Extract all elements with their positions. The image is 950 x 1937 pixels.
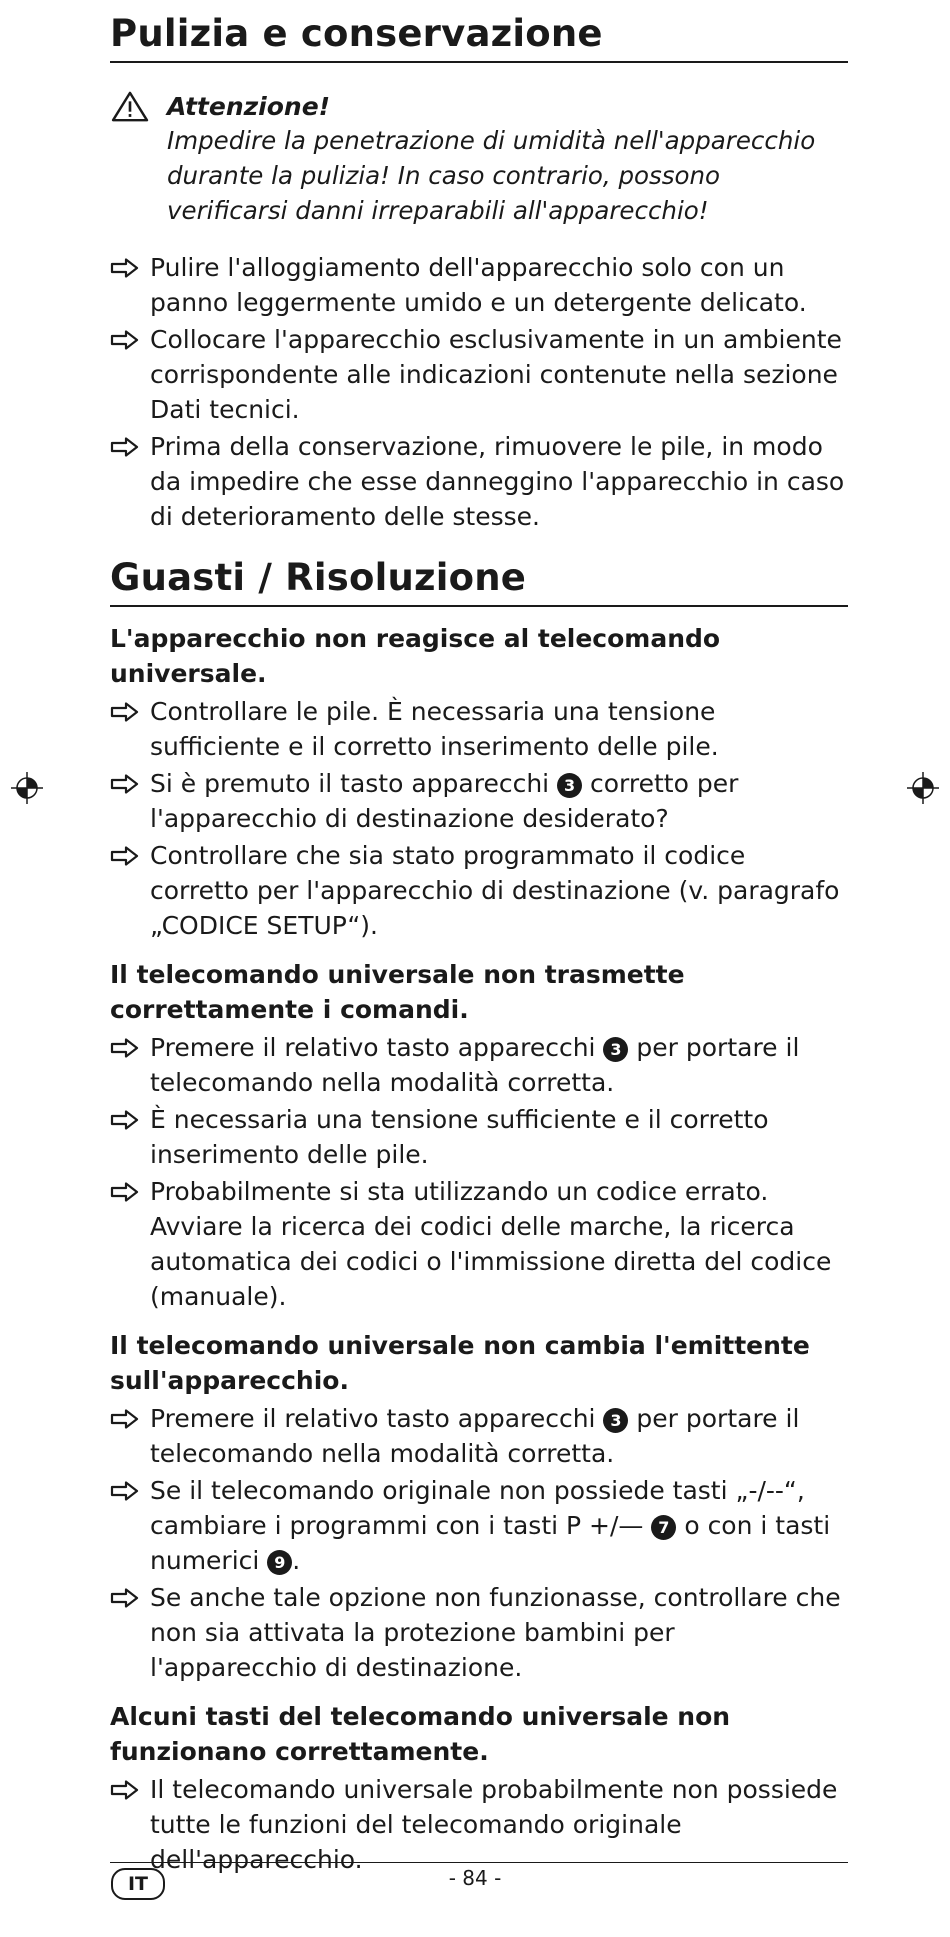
problem-heading: Alcuni tasti del telecomando universale non funzionano correttamente. — [110, 1702, 731, 1766]
language-badge: IT — [111, 1868, 165, 1900]
arrow-bullet-icon — [110, 1409, 140, 1429]
arrow-bullet-icon — [110, 846, 140, 866]
arrow-bullet-icon — [110, 1481, 140, 1501]
list-item-text: Controllare che sia stato programmato il codice corretto per l'apparecchio di destinazione (v. paragrafo „CODICE SETUP“). — [150, 841, 840, 940]
warning-triangle-icon — [110, 91, 150, 123]
problem-heading: Il telecomando universale non trasmette correttamente i comandi. — [110, 960, 685, 1024]
list-item-text: . — [292, 1546, 301, 1575]
arrow-bullet-icon — [110, 1110, 140, 1130]
list-item-text: Collocare l'apparecchio esclusivamente in un ambiente corrispondente alle indicazioni contenute nella sezione Dati tecnici. — [150, 325, 842, 424]
list-item — [110, 1580, 848, 1685]
footer-divider — [110, 1862, 848, 1863]
problem-group — [110, 957, 848, 1314]
troubleshooting-groups — [110, 621, 848, 1877]
warning-box — [110, 91, 848, 228]
list-item — [110, 694, 848, 764]
list-item-text: per portare il telecomando nella modalità corretta. — [150, 1033, 800, 1097]
list-item — [110, 1174, 848, 1314]
list-item — [110, 1401, 848, 1471]
solution-list — [110, 1401, 848, 1685]
list-item-text: Premere il relativo tasto apparecchi — [150, 1404, 604, 1433]
list-item-text: Probabilmente si sta utilizzando un codice errato. Avviare la ricerca dei codici delle marche, la ricerca automatica dei codici o l'immissione diretta del codice (manuale). — [150, 1177, 832, 1311]
list-item — [110, 1102, 848, 1172]
list-item — [110, 250, 848, 320]
arrow-bullet-icon — [110, 1588, 140, 1608]
warning-text: Impedire la penetrazione di umidità nell'apparecchio durante la pulizia! In caso contrario, possono verificarsi danni irreparabili all'apparecchio! — [167, 126, 816, 225]
list-item-text: Premere il relativo tasto apparecchi — [150, 1033, 604, 1062]
list-item-text: Si è premuto il tasto apparecchi — [150, 769, 558, 798]
section-title-cleaning: Pulizia e conservazione — [110, 4, 848, 63]
arrow-bullet-icon — [110, 258, 140, 278]
list-item-text: È necessaria una tensione sufficiente e il corretto inserimento delle pile. — [150, 1105, 769, 1169]
key-number-badge: 7 — [651, 1515, 676, 1540]
problem-heading: L'apparecchio non reagisce al telecomando universale. — [110, 624, 721, 688]
arrow-bullet-icon — [110, 1038, 140, 1058]
list-item-text: o con i tasti numerici — [150, 1511, 831, 1575]
warning-title: Attenzione! — [167, 92, 331, 121]
list-item-text: Prima della conservazione, rimuovere le pile, in modo da impedire che esse danneggino l'apparecchio in caso di deterioramento delle stesse. — [150, 432, 845, 531]
solution-list — [110, 1030, 848, 1314]
problem-group — [110, 1328, 848, 1685]
page-number: - 84 - — [448, 1866, 502, 1890]
list-item — [110, 838, 848, 943]
section-title-troubleshooting: Guasti / Risoluzione — [110, 556, 848, 607]
list-item-text: Il telecomando universale probabilmente non possiede tutte le funzioni del telecomando originale dell'apparecchio. — [150, 1775, 838, 1874]
list-item-text: Se il telecomando originale non possiede tasti „-/--“, cambiare i programmi con i tasti P +/— — [150, 1476, 805, 1540]
arrow-bullet-icon — [110, 437, 140, 457]
list-item-text: Se anche tale opzione non funzionasse, controllare che non sia attivata la protezione bambini per l'apparecchio di destinazione. — [150, 1583, 841, 1682]
list-item — [110, 1030, 848, 1100]
problem-heading: Il telecomando universale non cambia l'emittente sull'apparecchio. — [110, 1331, 810, 1395]
arrow-bullet-icon — [110, 774, 140, 794]
key-number-badge: 3 — [603, 1408, 628, 1433]
list-item — [110, 429, 848, 534]
list-item — [110, 766, 848, 836]
list-item — [110, 322, 848, 427]
arrow-bullet-icon — [110, 1780, 140, 1800]
problem-group — [110, 1699, 848, 1877]
arrow-bullet-icon — [110, 1182, 140, 1202]
list-item-text: Pulire l'alloggiamento dell'apparecchio solo con un panno leggermente umido e un detergente delicato. — [150, 253, 807, 317]
key-number-badge: 3 — [603, 1037, 628, 1062]
list-item — [110, 1473, 848, 1578]
list-item-text: per portare il telecomando nella modalità corretta. — [150, 1404, 800, 1468]
registration-mark-icon — [906, 771, 940, 805]
manual-page — [110, 0, 848, 1879]
arrow-bullet-icon — [110, 702, 140, 722]
solution-list — [110, 694, 848, 943]
problem-group — [110, 621, 848, 943]
list-item-text: Controllare le pile. È necessaria una tensione sufficiente e il corretto inserimento delle pile. — [150, 697, 719, 761]
list-item-text: corretto per l'apparecchio di destinazione desiderato? — [150, 769, 739, 833]
key-number-badge: 9 — [267, 1550, 292, 1575]
arrow-bullet-icon — [110, 330, 140, 350]
key-number-badge: 3 — [557, 773, 582, 798]
cleaning-instructions — [110, 250, 848, 534]
registration-mark-icon — [10, 771, 44, 805]
